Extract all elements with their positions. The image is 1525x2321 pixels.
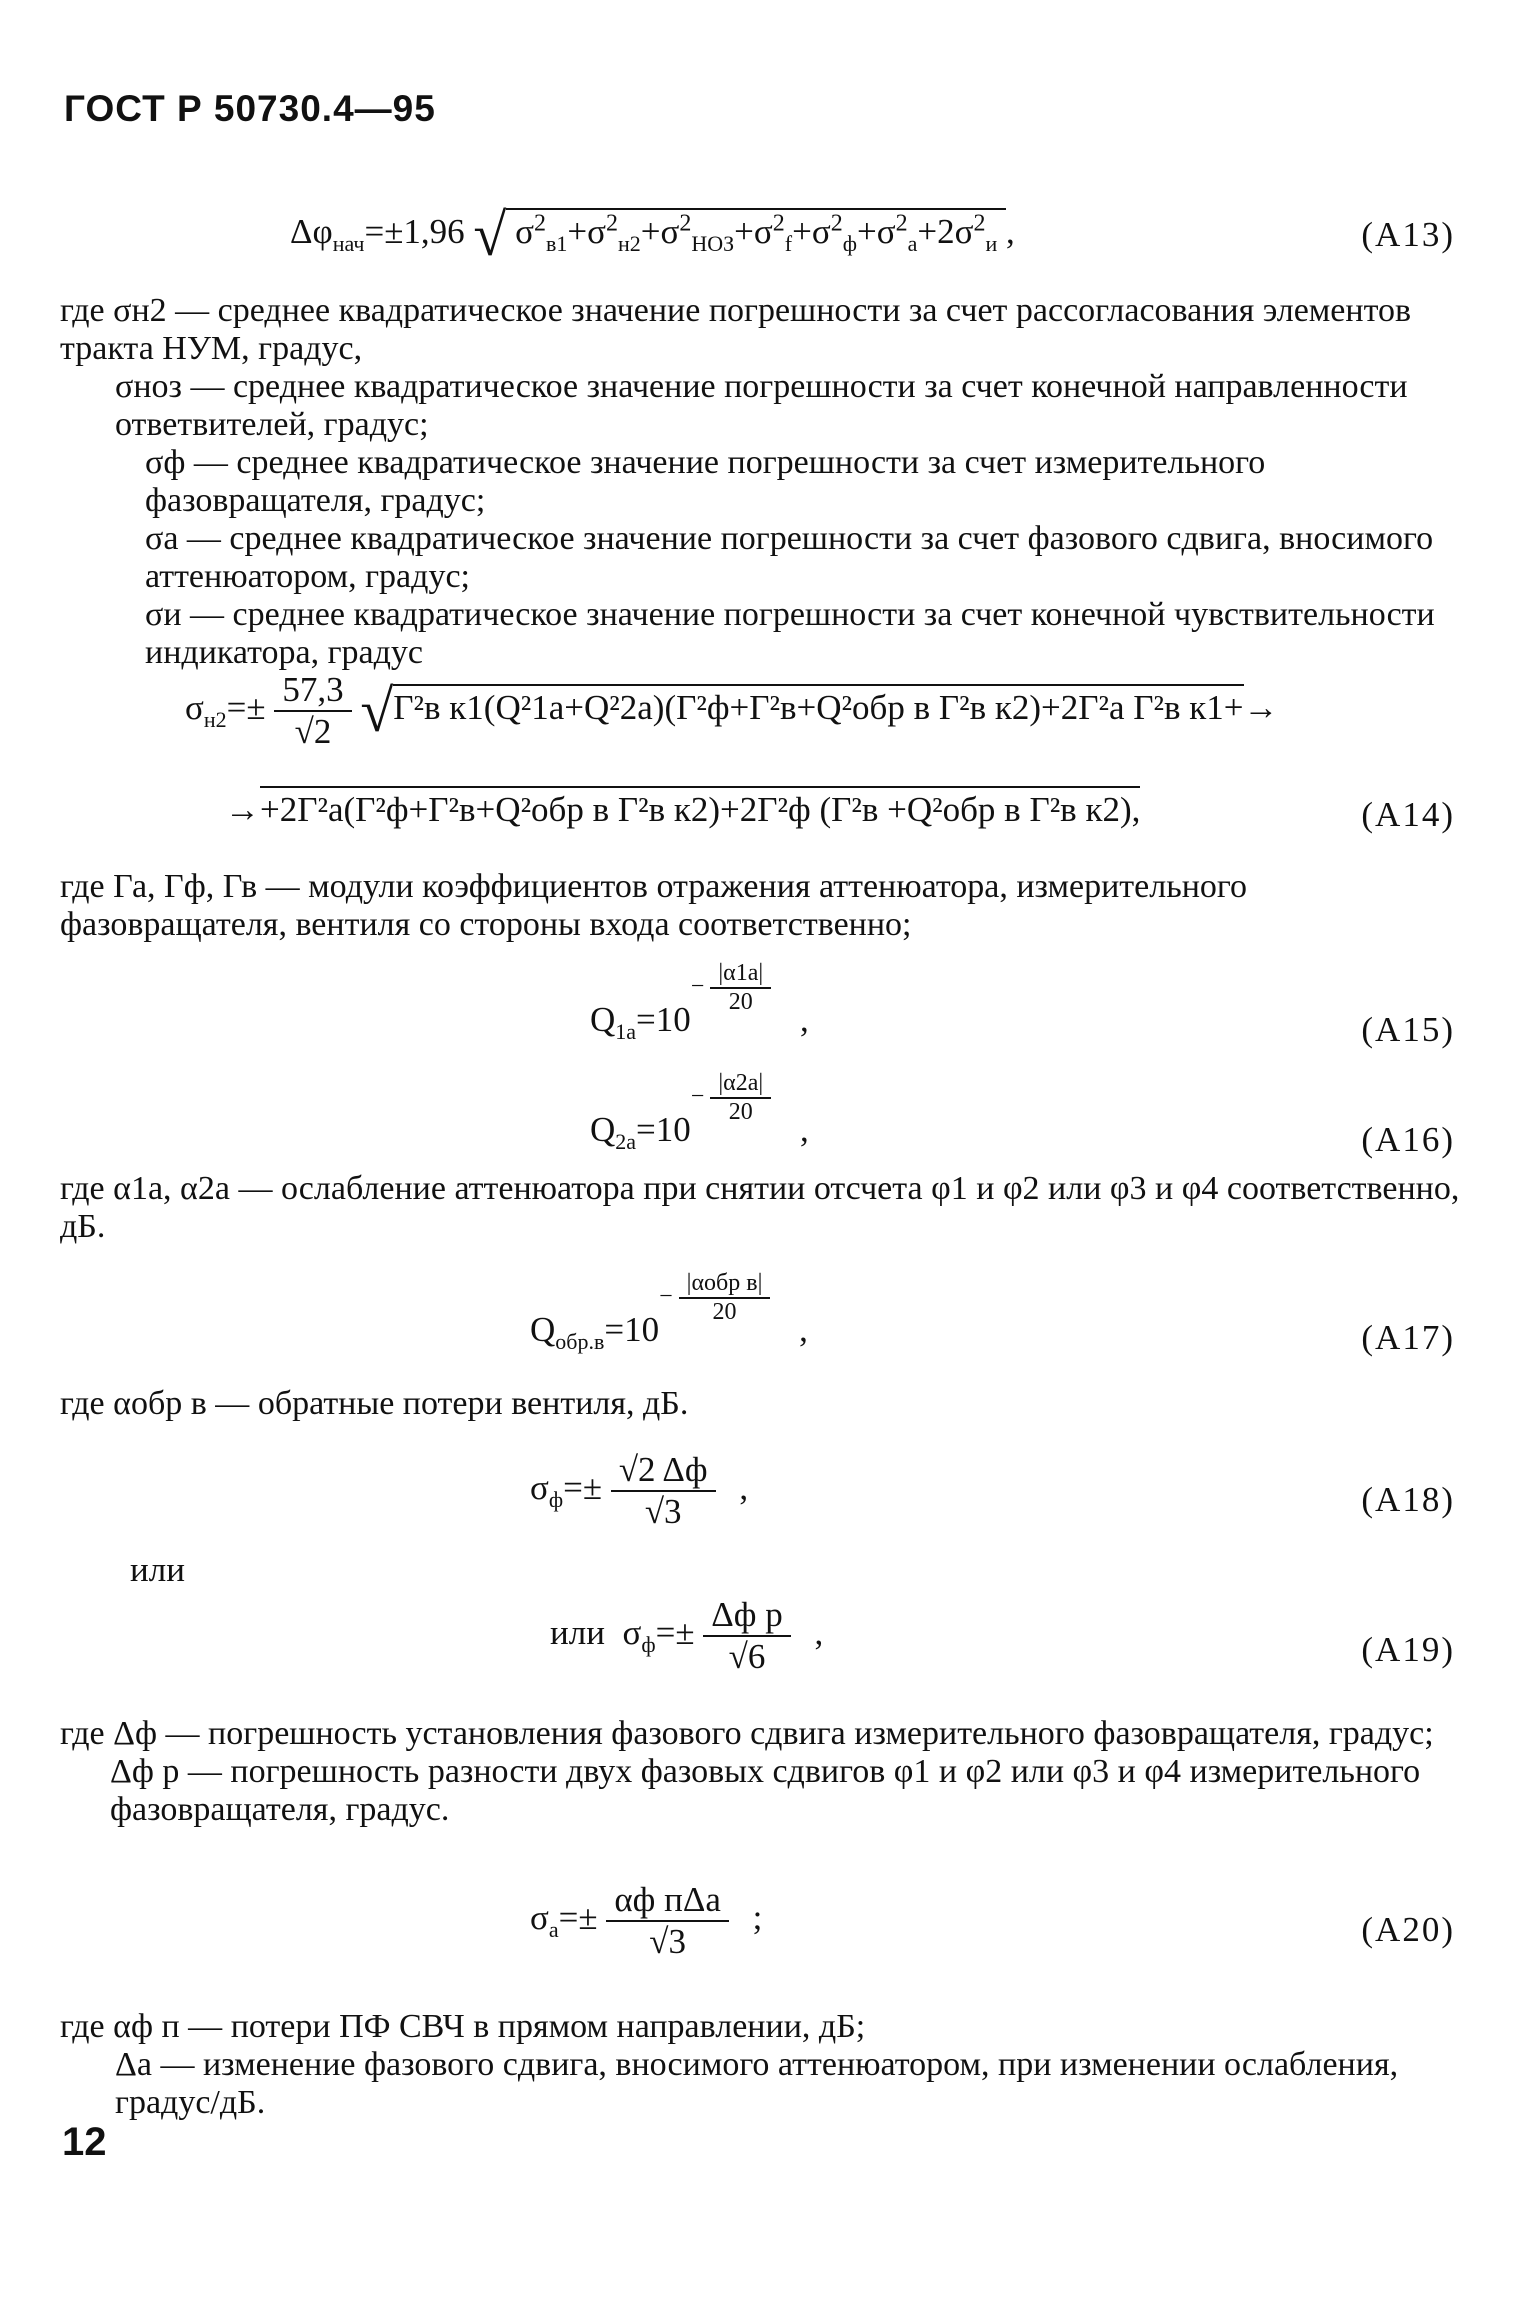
formula-a18: $\sigma_ф=\pm$ $\frac{√2 \Delta ф}{√3}$ , [530, 1450, 749, 1531]
tag-a19: (A19) [1361, 1630, 1455, 1669]
formula-a13: $\Delta\varphi_{нач}=\pm 1,96$ √ $\sigma^2_{в1}+\sigma^2_{н2}+\sigma^2_{НОЗ}+\sigma^2_f+\sigma^2_ф+\sigma^2_а+2\sigma^2_и$ , [290, 202, 1015, 268]
def-sigma-i: σи — среднее квадратическое значение погрешности за счет конечной чувствительности индикатора, градус [145, 596, 1435, 671]
def-delta-f: где Δф — погрешность установления фазового сдвига измерительного фазовращателя, градус; [60, 1715, 1434, 1752]
definitions-block-6 [60, 2008, 1460, 2122]
tag-a16: (A16) [1361, 1120, 1455, 1159]
tag-a13: (A13) [1361, 215, 1455, 254]
formula-a19: или $\sigma_ф=\pm$ $\frac{\text{Δф р}}{√6}$ , [550, 1595, 824, 1676]
formula-a14-line1: $\sigma_{н2}=\pm$ $\frac{57,3}{√2}$ √Г²в к1(Q²1а+Q²2а)(Г²ф+Г²в+Q²обр в Г²в к2)+2Г²а Г²в к1+→ [185, 670, 1279, 751]
definitions-block-1 [60, 292, 1460, 672]
def-sigma-noz: σноз — среднее квадратическое значение погрешности за счет конечной направленности ответвителей, градус; [115, 368, 1408, 443]
definitions-block-3: где α1а, α2а — ослабление аттенюатора при снятии отсчета φ1 и φ2 или φ3 и φ4 соответственно, дБ. [60, 1170, 1460, 1245]
tag-a20: (A20) [1361, 1910, 1455, 1949]
tag-a14: (A14) [1361, 795, 1455, 834]
def-alpha-fp: где αф п — потери ПФ СВЧ в прямом направлении, дБ; [60, 2008, 866, 2045]
page-number: 12 [62, 2120, 107, 2164]
def-sigma-f: σф — среднее квадратическое значение погрешности за счет измерительного фазовращателя, градус; [145, 444, 1266, 519]
def-delta-a: Δа — изменение фазового сдвига, вносимого аттенюатором, при изменении ослабления, градус/дБ. [115, 2046, 1399, 2121]
def-sigma-n2: где σн2 — среднее квадратическое значение погрешности за счет рассогласования элементов тракта НУМ, градус, [60, 292, 1412, 367]
tag-a15: (A15) [1361, 1010, 1455, 1049]
formula-a14-line2: →+2Г²а(Г²ф+Г²в+Q²обр в Г²в к2)+2Г²ф (Г²в +Q²обр в Г²в к2), [225, 790, 1140, 830]
document-header: ГОСТ Р 50730.4—95 [64, 88, 436, 129]
def-delta-fp: Δф р — погрешность разности двух фазовых сдвигов φ1 и φ2 или φ3 и φ4 измерительного фазовращателя, градус. [110, 1753, 1421, 1828]
tag-a17: (A17) [1361, 1318, 1455, 1357]
formula-a20: $\sigma_а=\pm$ $\frac{\text{αф пΔа}}{√3}$ ; [530, 1880, 763, 1961]
or-text: или [130, 1550, 185, 1589]
definitions-block-5 [60, 1715, 1460, 1829]
def-sigma-a: σа — среднее квадратическое значение погрешности за счет фазового сдвига, вносимого аттенюатором, градус; [145, 520, 1434, 595]
radicand-a13: $\sigma^2_{в1}+\sigma^2_{н2}+\sigma^2_{НОЗ}+\sigma^2_f+\sigma^2_ф+\sigma^2_а+2\sigma^2_и$ [506, 208, 1006, 251]
formula-a15: $Q_{1а}=10-$ $\frac{|\alpha 1а|}{20}$ , [590, 960, 809, 1044]
formula-a16: $Q_{2а}=10-$ $\frac{|\alpha 2а|}{20}$ , [590, 1070, 809, 1154]
definitions-block-4: где αобр в — обратные потери вентиля, дБ. [60, 1385, 689, 1422]
formula-a17: $Q_{обр.в}=10-$ $\frac{\text{|αобр в|}}{20}$ , [530, 1270, 808, 1354]
tag-a18: (A18) [1361, 1480, 1455, 1519]
definitions-block-2: где Га, Гф, Гв — модули коэффициентов отражения аттенюатора, измерительного фазовращателя, вентиля со стороны входа соответственно; [60, 868, 1248, 943]
